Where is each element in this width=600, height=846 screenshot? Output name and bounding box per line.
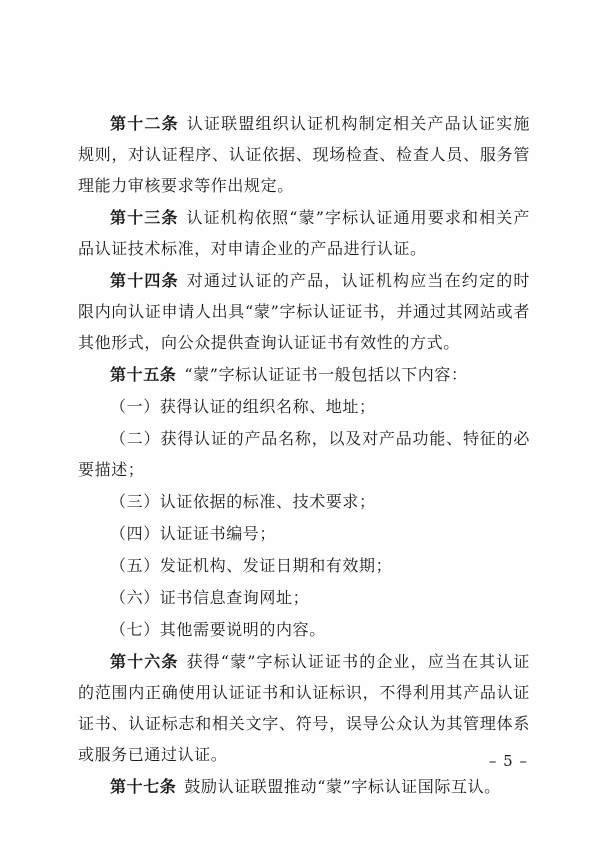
article-heading: 第十四条 [110,271,179,290]
article-17 [78,771,530,802]
article-text: “蒙”字标认证证书一般包括以下内容： [184,365,468,384]
list-item: （一）获得认证的组织名称、地址； [110,397,376,416]
list-item: （六）证书信息查询网址； [110,588,310,607]
article-12 [78,108,530,201]
page-number: – 5 – [488,752,528,770]
article-heading: 第十六条 [110,652,179,671]
article-text: 认证机构依照“蒙”字标认证通用要求和相关产品认证技术标准，对申请企业的产品进行认证。 [78,208,530,258]
list-item: （二）获得认证的产品名称，以及对产品功能、特征的必要描述； [78,429,530,479]
article-text: 对通过认证的产品，认证机构应当在约定的时限内向认证申请人出具“蒙”字标认证证书，并通过其网站或者其他形式，向公众提供查询认证证书有效性的方式。 [78,271,530,352]
article-heading: 第十三条 [110,208,179,227]
article-text: 获得“蒙”字标认证证书的企业，应当在其认证的范围内正确使用认证证书和认证标识，不得利用其产品认证证书、认证标志和相关文字、符号，误导公众认为其管理体系或服务已通过认证。 [78,652,530,764]
article-heading: 第十七条 [110,777,177,796]
article-heading: 第十五条 [110,365,177,384]
document-body [78,108,530,803]
article-13 [78,202,530,264]
article-text: 认证联盟组织认证机构制定相关产品认证实施规则，对认证程序、认证依据、现场检查、检查人员、服务管理能力审核要求等作出规定。 [78,114,530,195]
list-item: （四）认证证书编号； [110,524,277,543]
article-15 [78,359,530,390]
list-item: （三）认证依据的标准、技术要求； [110,492,376,511]
list-item: （五）发证机构、发证日期和有效期； [110,556,393,575]
list-item: （七）其他需要说明的内容。 [110,620,326,639]
article-text: 鼓励认证联盟推动“蒙”字标认证国际互认。 [184,777,501,796]
article-14 [78,265,530,358]
article-heading: 第十二条 [110,114,179,133]
article-16 [78,646,530,770]
